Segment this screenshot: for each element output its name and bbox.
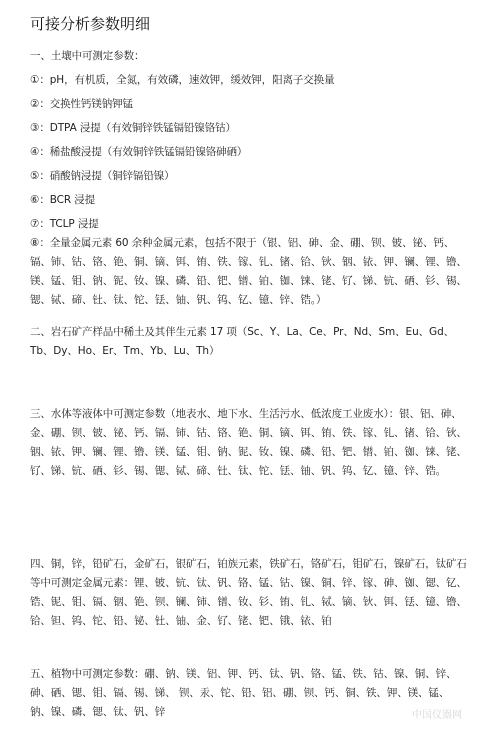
soil-heading: 一、土壤中可测定参数： <box>30 50 145 62</box>
soil-item-3: ③：DTPA 浸提（有效铜锌铁锰镉铅镍铬钴） <box>30 122 236 134</box>
soil-item-5: ⑤：硝酸钠浸提（铜锌镉铅镍） <box>30 170 175 182</box>
plant-section: 五、植物中可测定参数：硼、钠、镁、铝、钾、钙、钛、钒、铬、锰、铁、钴、镍、铜、锌、砷、硒、锶、钼、镉、锡、锑、 钡、汞、铊、铅、铝、硼、钡、钙、铜、铁、钾、镁、锰、钠、镍、磷、锶、钛、钒、锌 <box>30 668 457 718</box>
soil-item-1: ①：pH，有机质，全氮，有效磷，速效钾，缓效钾，阳离子交换量 <box>30 74 335 86</box>
soil-item-2: ②：交换性钙镁钠钾锰 <box>30 98 133 110</box>
water-section: 三、水体等液体中可测定参数（地表水、地下水、生活污水、低浓度工业废水）：银、铝、砷、金、硼、钡、铍、铋、钙、镉、铈、钴、铬、铯、铜、镝、铒、铕、铁、镓、钆、锗、铪、钬、铟、铱、钾、镧、锂、镥、镁、锰、钼、钠、铌、钕、镍、磷、铅、钯、镨、铂、铷、铼、铑、钌、锑、钪、硒、钐、锡、锶、铽、碲、钍、钛、铊、铥、铀、钒、钨、钇、镱、锌、锆。 <box>30 408 467 477</box>
soil-item-6: ⑥：BCR 浸提 <box>30 194 96 206</box>
soil-item-7: ⑦：TCLP 浸提 <box>30 218 99 230</box>
watermark: 中国仪器网 <box>412 710 462 721</box>
ore-section: 二、岩石矿产样品中稀土及其伴生元素 17 项（Sc、Y、La、Ce、Pr、Nd、Sm、Eu、Gd、Tb、Dy、Ho、Er、Tm、Yb、Lu、Th） <box>30 326 455 357</box>
soil-item-8: ⑧：全量金属元素 60 余种金属元素，包括不限于（银、铝、砷、金、硼、钡、铍、铋、钙、镉、铈、钴、铬、铯、铜、镝、铒、铕、铁、镓、钆、锗、铪、钬、铟、铱、钾、镧、锂、镥、镁、锰、钼、钠、铌、钕、镍、磷、铅、钯、镨、铂、铷、铼、铑、钌、锑、钪、硒、钐、锡、锶、铽、碲、钍、钛、铊、铥、铀、钒、钨、钇、镱、锌、锆。） <box>30 237 467 306</box>
metal-section: 四、铜，锌，铅矿石，金矿石，银矿石，铂族元素，铁矿石，铬矿石，钼矿石，镍矿石，钛矿石等中可测定金属元素：锂、铍、钪、钛、钒、铬、锰、钴、镍、铜、锌、镓、砷、铷、锶、钇、锆、铌、钼、镉、铟、铯、钡、镧、铈、镨、钕、钐、铕、钆、铽、镝、钬、铒、铥、镱、镥、铪、钽、钨、铊、铅、铋、钍、铀、金、钌、铑、钯、锇、铱、铂 <box>30 558 467 627</box>
soil-item-4: ④：稀盐酸浸提（有效铜锌铁锰镉铅镍铬砷硒） <box>30 146 248 158</box>
page-title: 可接分析参数明细 <box>30 15 151 33</box>
